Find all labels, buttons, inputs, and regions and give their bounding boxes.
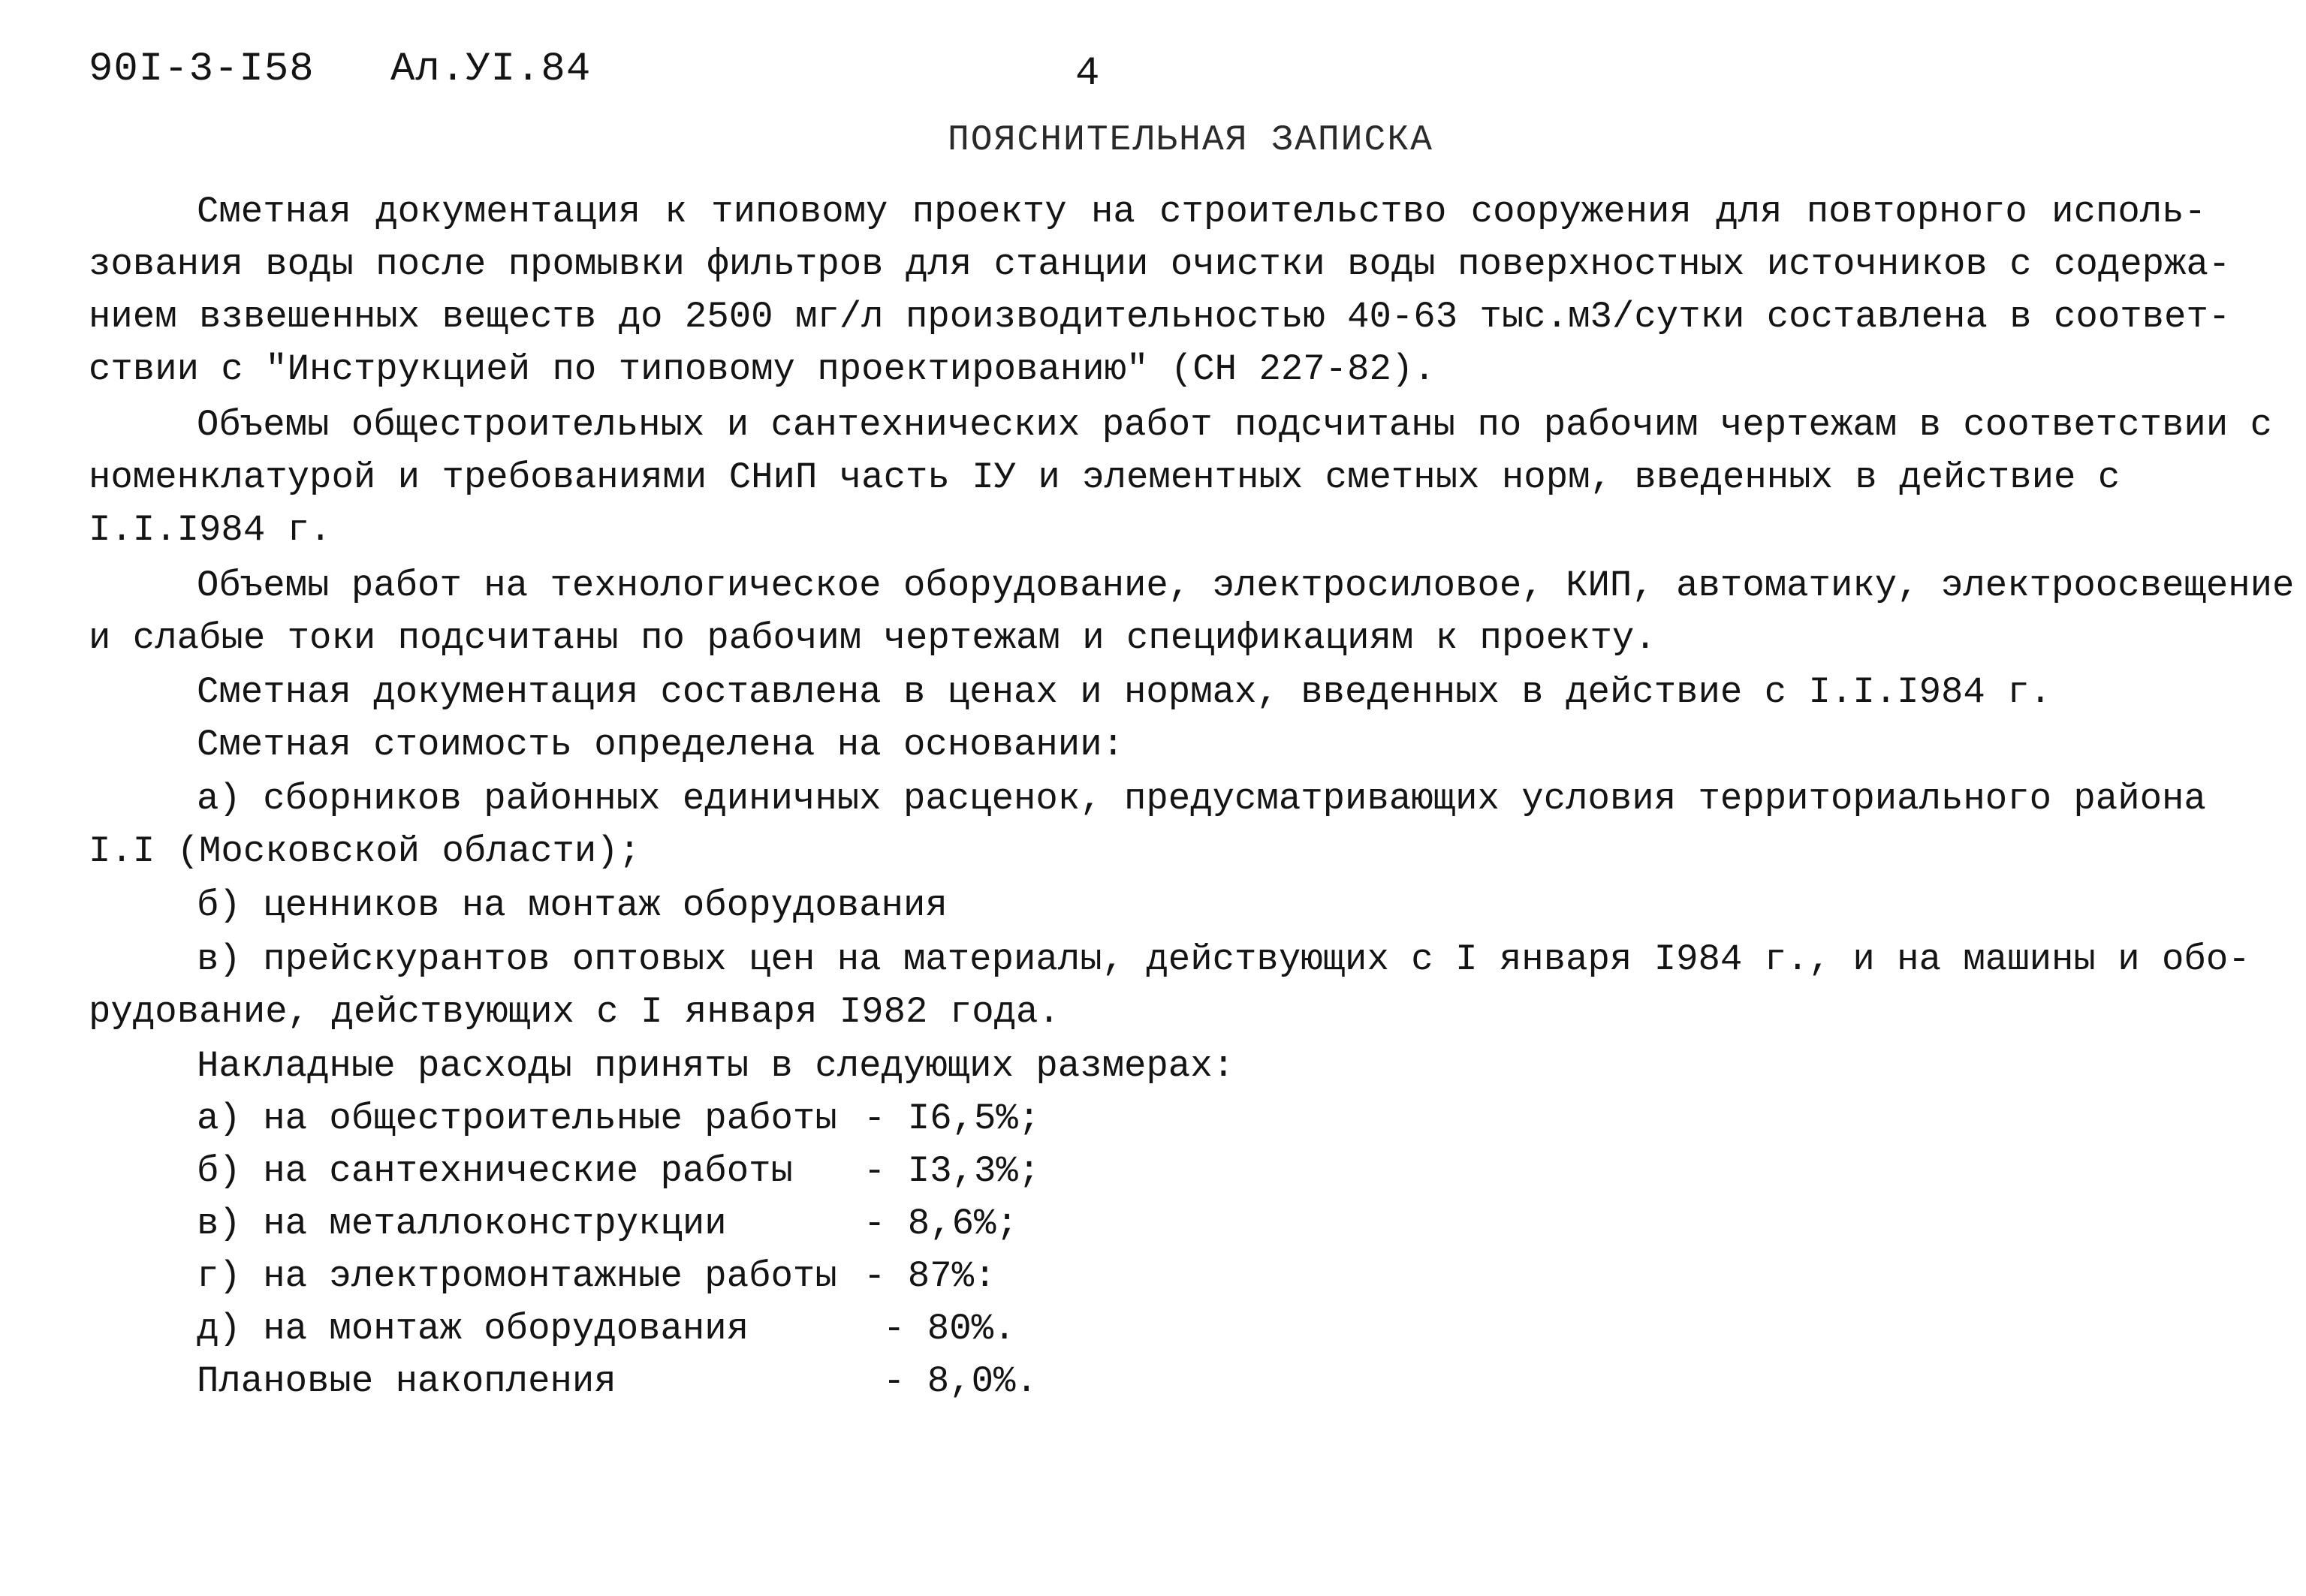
list-item-a: а) сборников районных единичных расценок, предусматривающих условия территориального района bbox=[197, 778, 2206, 820]
paragraph-line: I.I.I984 г. bbox=[89, 509, 332, 551]
album-code: Ал.УI.84 bbox=[390, 47, 592, 92]
paragraph-line: Объемы общестроительных и сантехнических работ подсчитаны по рабочим чертежам в соответствии с bbox=[197, 404, 2273, 446]
overhead-label: д) на монтаж оборудования bbox=[197, 1308, 749, 1350]
overhead-intro: Накладные расходы приняты в следующих размерах: bbox=[197, 1045, 1235, 1087]
overhead-value: - 8,6%; bbox=[864, 1203, 1018, 1245]
paragraph-line: и слабые токи подсчитаны по рабочим чертежам и спецификациям к проекту. bbox=[89, 617, 1656, 659]
document-title: ПОЯСНИТЕЛЬНАЯ ЗАПИСКА bbox=[948, 120, 1433, 161]
paragraph-line: нием взвешенных веществ до 2500 мг/л производительностью 40-63 тыс.м3/сутки составлена в соответ- bbox=[89, 296, 2231, 338]
overhead-label: б) на сантехнические работы bbox=[197, 1150, 793, 1192]
overhead-label: а) на общестроительные работы bbox=[197, 1098, 837, 1140]
overhead-value: - I3,3%; bbox=[864, 1150, 1041, 1192]
paragraph-line: зования воды после промывки фильтров для станции очистки воды поверхностных источников с содержа- bbox=[89, 243, 2231, 285]
list-item-v: в) прейскурантов оптовых цен на материалы, действующих с I января I984 г., и на машины и обо- bbox=[197, 938, 2250, 980]
paragraph-line: Сметная документация к типовому проекту на строительство сооружения для повторного исполь- bbox=[197, 191, 2206, 233]
overhead-label: г) на электромонтажные работы bbox=[197, 1255, 837, 1297]
overhead-value: - I6,5%; bbox=[864, 1098, 1041, 1140]
list-item-v-continuation: рудование, действующих с I января I982 года. bbox=[89, 991, 1060, 1033]
paragraph-line: Сметная документация составлена в ценах и нормах, введенных в действие с I.I.I984 г. bbox=[197, 671, 2052, 713]
overhead-value: - 80%. bbox=[883, 1308, 1016, 1350]
page-number: 4 bbox=[1075, 51, 1101, 97]
document-code: 90I-3-I58 bbox=[89, 47, 315, 92]
list-item-b: б) ценников на монтаж оборудования bbox=[197, 884, 948, 926]
paragraph-line: номенклатурой и требованиями СНиП часть IУ и элементных сметных норм, введенных в действие с bbox=[89, 456, 2121, 498]
overhead-label: в) на металлоконструкции bbox=[197, 1203, 727, 1245]
paragraph-line: Сметная стоимость определена на основании: bbox=[197, 724, 1125, 766]
planned-savings-value: - 8,0%. bbox=[883, 1360, 1038, 1402]
paragraph-line: Объемы работ на технологическое оборудование, электросиловое, КИП, автоматику, электроосвещение bbox=[197, 565, 2295, 607]
paragraph-line: ствии с "Инструкцией по типовому проектированию" (СН 227-82). bbox=[89, 348, 1436, 390]
list-item-a-continuation: I.I (Московской области); bbox=[89, 830, 641, 872]
planned-savings-label: Плановые накопления bbox=[197, 1360, 616, 1402]
overhead-value: - 87%: bbox=[864, 1255, 996, 1297]
